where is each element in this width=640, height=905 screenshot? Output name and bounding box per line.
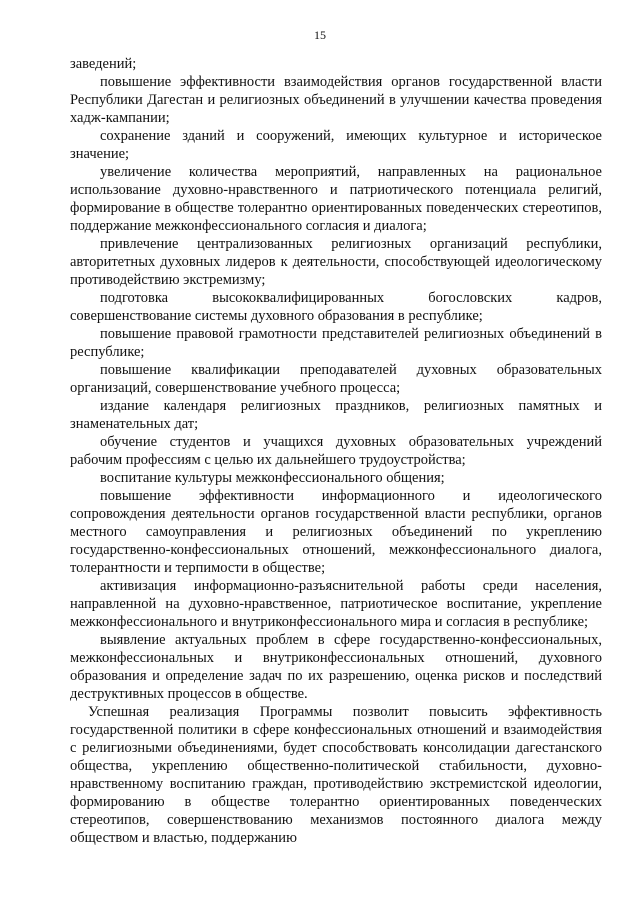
paragraph-continuation: заведений;: [70, 56, 137, 72]
paragraph-theological-personnel: подготовка высококвалифицированных богословских кадров, совершенствование системы духовного образования в республике;: [70, 290, 602, 324]
paragraph-teacher-qualification: повышение квалификации преподавателей духовных образовательных организаций, совершенствование учебного процесса;: [70, 362, 602, 396]
document-body: [70, 55, 602, 847]
page-number: 15: [314, 28, 326, 42]
paragraph-events-increase: увеличение количества мероприятий, направленных на рациональное использование духовно-нравственного и патриотического потенциала религий, формирование в обществе толерантно ориентированных поведенческих стереотипов, поддержание межконфессионального согласия и диалога;: [70, 164, 602, 234]
paragraph-student-training: обучение студентов и учащихся духовных образовательных учреждений рабочим профессиям с целью их дальнейшего трудоустройства;: [70, 434, 602, 468]
paragraph-hajj-campaign: повышение эффективности взаимодействия органов государственной власти Республики Дагестан и религиозных объединений в улучшении качества проведения хадж-кампании;: [70, 74, 602, 126]
paragraph-information-support: повышение эффективности информационного и идеологического сопровождения деятельности органов государственной власти республики, органов местного самоуправления и религиозных объединений по укреплению государственно-конфессиональных отношений, межконфессионального диалога, толерантности и терпимости в обществе;: [70, 488, 602, 576]
paragraph-program-outcome: Успешная реализация Программы позволит повысить эффективность государственной политики в сфере конфессиональных отношений и взаимодействия с религиозными объединениями, будет способствовать консолидации дагестанского общества, укреплению общественно-политической стабильности, духовно-нравственному воспитанию граждан, противодействию экстремистской идеологии, формированию в обществе толерантно ориентированных поведенческих стереотипов, совершенствованию механизмов постоянного диалога между обществом и властью, поддержанию: [70, 704, 602, 846]
paragraph-outreach: активизация информационно-разъяснительной работы среди населения, направленной на духовно-нравственное, патриотическое воспитание, укрепление межконфессионального и внутриконфессионального мира и согласия в республике;: [70, 578, 602, 630]
paragraph-calendar: издание календаря религиозных праздников, религиозных памятных и знаменательных дат;: [70, 398, 602, 432]
paragraph-problem-identification: выявление актуальных проблем в сфере государственно-конфессиональных, межконфессиональных и внутриконфессиональных отношений, духовного образования и определение задач по их разрешению, оценка рисков и последствий деструктивных процессов в обществе.: [70, 632, 602, 702]
paragraph-religious-organizations: привлечение централизованных религиозных организаций республики, авторитетных духовных лидеров к деятельности, способствующей идеологическому противодействию экстремизму;: [70, 236, 602, 288]
paragraph-interfaith-culture: воспитание культуры межконфессионального общения;: [100, 470, 445, 486]
paragraph-buildings-preservation: сохранение зданий и сооружений, имеющих культурное и историческое значение;: [70, 128, 602, 162]
paragraph-legal-literacy: повышение правовой грамотности представителей религиозных объединений в республике;: [70, 326, 602, 360]
